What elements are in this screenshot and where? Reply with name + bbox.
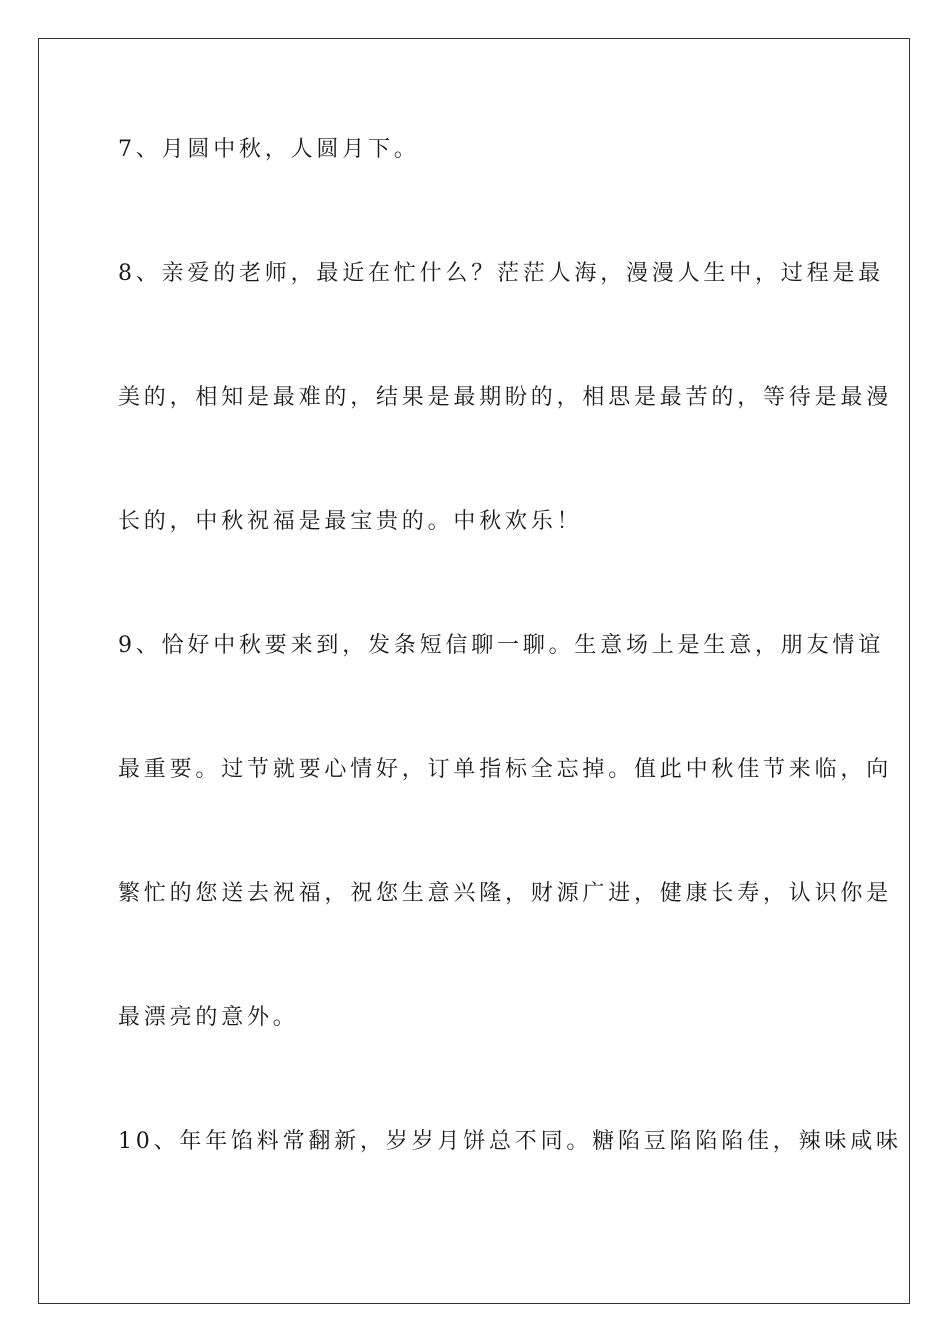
text-line-item-7: 7、月圆中秋，人圆月下。 (118, 137, 420, 162)
text-line-item-9-part-3: 繁忙的您送去祝福，祝您生意兴隆，财源广进，健康长寿，认识你是 (118, 881, 893, 906)
text-line-item-8-part-2: 美的，相知是最难的，结果是最期盼的，相思是最苦的，等待是最漫 (118, 385, 893, 410)
text-line-item-9-part-1: 9、恰好中秋要来到，发条短信聊一聊。生意场上是生意，朋友情谊 (118, 633, 884, 658)
page-border (38, 38, 910, 1304)
text-line-item-9-part-2: 最重要。过节就要心情好，订单指标全忘掉。值此中秋佳节来临，向 (118, 757, 893, 782)
text-line-item-10-part-1: 10、年年馅料常翻新，岁岁月饼总不同。糖陷豆陷陷陷佳，辣味咸味 (118, 1129, 902, 1154)
text-line-item-9-part-4: 最漂亮的意外。 (118, 1005, 299, 1030)
text-line-item-8-part-3: 长的，中秋祝福是最宝贵的。中秋欢乐！ (118, 509, 583, 534)
text-line-item-8-part-1: 8、亲爱的老师，最近在忙什么？茫茫人海，漫漫人生中，过程是最 (118, 261, 884, 286)
